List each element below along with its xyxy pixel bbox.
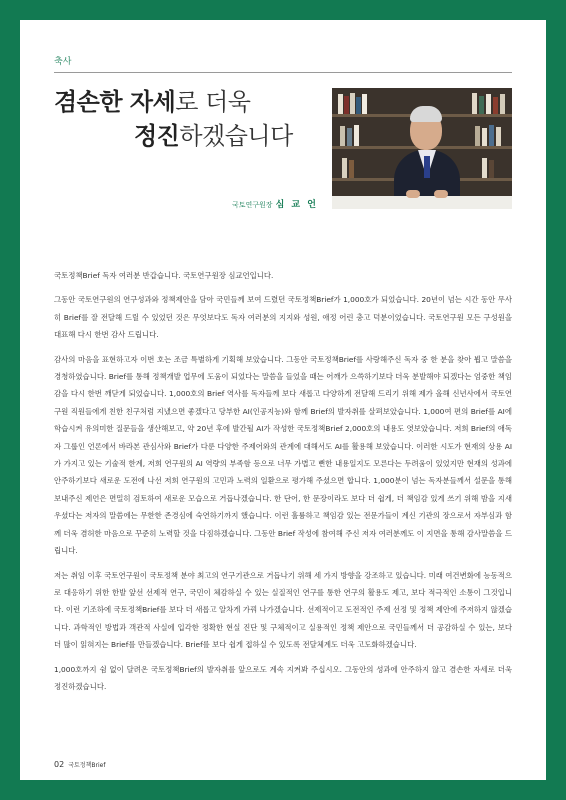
book bbox=[338, 94, 343, 114]
book bbox=[344, 96, 349, 114]
person-hand bbox=[406, 190, 420, 198]
article-body bbox=[54, 267, 512, 702]
desk bbox=[332, 196, 512, 209]
headline-line-1 bbox=[54, 87, 251, 116]
page-footer bbox=[54, 760, 105, 769]
book bbox=[356, 97, 361, 114]
book bbox=[340, 126, 345, 146]
headline-2-emphasis: 정진 bbox=[134, 121, 180, 150]
book bbox=[489, 160, 494, 178]
headline-1-emphasis: 겸손한 자세 bbox=[54, 87, 176, 116]
paragraph: 1,000호까지 쉼 없이 달려온 국토정책Brief의 발자취를 앞으로도 계속 지켜봐 주십시오. 그동안의 성과에 안주하지 않고 겸손한 자세로 더욱 정진하겠습니다. bbox=[54, 664, 512, 691]
headline-1-rest: 로 더욱 bbox=[175, 88, 251, 116]
book bbox=[354, 125, 359, 146]
book bbox=[350, 93, 355, 114]
book bbox=[493, 97, 498, 114]
book bbox=[500, 94, 505, 114]
page bbox=[20, 20, 546, 780]
paragraph: 감사의 마음을 표현하고자 이번 호는 조금 특별하게 기획해 보았습니다. 그동안 국토정책Brief를 사랑해주신 독자 중 한 분을 찾아 뵙고 말씀을 경청하였습니다. Brief를 통해 정책개발 업무에 도움이 되었다는 말씀을 들었을 때는 어깨가 으쓱하기보다 더욱 분발해야 되겠다는 엄중한 책임감을 다시 한번 깨닫게 되었습니다. 1,000호의 Brief 역사를 독자들께 보다 새롭고 다양하게 전달해 드리기 위해 제가 올해 신년사에서 국토연구원 직원들에게 친한 친구처럼 지냈으면 좋겠다고 당부한 AI(인공지능)와 함께 Brief의 발자취를 살펴보았습니다. 1,000여 편의 Brief를 AI에 학습시켜 유의미한 질문들을 생산해보고, 약 20년 후에 발간될 AI가 작성한 국토정책Brief 2,000호의 내용도 엿보았습니다. 저희 Brief의 애독자 그룹인 언론에서 바라본 관심사와 Brief가 다룬 다양한 주제어와의 관계에 대해서도 AI를 활용해 보았습니다. 이러한 시도가 현재의 상용 AI가 가지고 있는 기술적 한계, 저희 연구원의 AI 역량의 부족함 등으로 너무 가볍고 뻔한 내용일지도 모른다는 두려움이 있었지만 현재의 성과에 안주하기보다 새로운 도전에 나선 저희 연구원의 고민과 노력의 일환으로 평가해 주셨으면 합니다. 1,000분이 넘는 독자분들께서 설문을 통해 보내주신 제언은 면밀히 검토하여 새로운 모습으로 거듭나겠습니다. 한 단어, 한 문장이라도 보다 더 쉽게, 더 책임감 있게 쓰기 위해 밤을 지새우셨다는 저자의 말씀에는 무한한 존경심에 숙연하기까지 했습니다. 이런 훌륭하고 책임감 있는 전문가들이 계신 기관의 장으로서 자부심과 함께 더욱 겸허한 마음으로 꾸준히 노력할 것을 다짐하겠습니다. 그동안 Brief 작성에 참여해 주신 저자 여러분께도 이 지면을 통해 감사말씀을 드립니다. bbox=[54, 354, 512, 556]
person-hair bbox=[410, 106, 442, 122]
headline-line-2 bbox=[134, 121, 293, 150]
book bbox=[489, 125, 494, 146]
author-role: 국토연구원장 bbox=[232, 201, 273, 209]
section-label: 축사 bbox=[54, 57, 72, 67]
book bbox=[479, 96, 484, 114]
person-hand bbox=[434, 190, 448, 198]
person-tie bbox=[424, 156, 430, 178]
author-name: 심 교 언 bbox=[275, 200, 318, 210]
book bbox=[482, 128, 487, 146]
book bbox=[362, 94, 367, 114]
page-number: 02 bbox=[54, 760, 65, 769]
paragraph: 그동안 국토연구원의 연구성과와 정책제안을 담아 국민들께 보여 드렸던 국토정책Brief가 1,000호가 되었습니다. 20년이 넘는 시간 동안 무사히 Brief를 잘 전달해 드릴 수 있었던 것은 무엇보다도 독자 여러분의 지지와 성원, 애정 어린 충고 덕분이었습니다. 국토연구원 모든 구성원을 대표해 다시 한번 감사 드립니다. bbox=[54, 295, 512, 340]
book bbox=[349, 160, 354, 178]
paragraph: 저는 취임 이후 국토연구원이 국토정책 분야 최고의 연구기관으로 거듭나기 위해 세 가지 방향을 강조하고 있습니다. 미래 여건변화에 능동적으로 대응하기 위한 한발 앞선 선제적 연구, 국민이 체감하실 수 있는 실질적인 연구를 통한 연구의 활용도 제고, 보다 적극적인 소통이 그것입니다. 이런 기조하에 국토정책Brief를 보다 더 새롭고 알차게 가꿔 나가겠습니다. 선제적이고 도전적인 주제 선정 및 정책 제안에 주저하지 않겠습니다. 과학적인 방법과 객관적 사실에 입각한 정확한 현실 진단 및 구체적이고 실용적인 정책 제안으로 국민들께서 더 공감하실 수 있는, 보다 더 많이 읽혀지는 Brief를 만들겠습니다. Brief를 보다 쉽게 접하실 수 있도록 전달체계도 더욱 고도화하겠습니다. bbox=[54, 570, 512, 650]
author-photo bbox=[332, 88, 512, 209]
book bbox=[342, 158, 347, 178]
book bbox=[482, 158, 487, 178]
book bbox=[496, 127, 501, 146]
book bbox=[472, 93, 477, 114]
author-byline bbox=[232, 197, 318, 210]
headline-2-rest: 하겠습니다 bbox=[179, 122, 293, 150]
book bbox=[347, 128, 352, 146]
book bbox=[475, 126, 480, 146]
header-divider bbox=[54, 72, 512, 73]
book bbox=[486, 94, 491, 114]
publication-name: 국토정책Brief bbox=[68, 762, 106, 769]
paragraph: 국토정책Brief 독자 여러분 반갑습니다. 국토연구원장 심교언입니다. bbox=[54, 271, 274, 280]
